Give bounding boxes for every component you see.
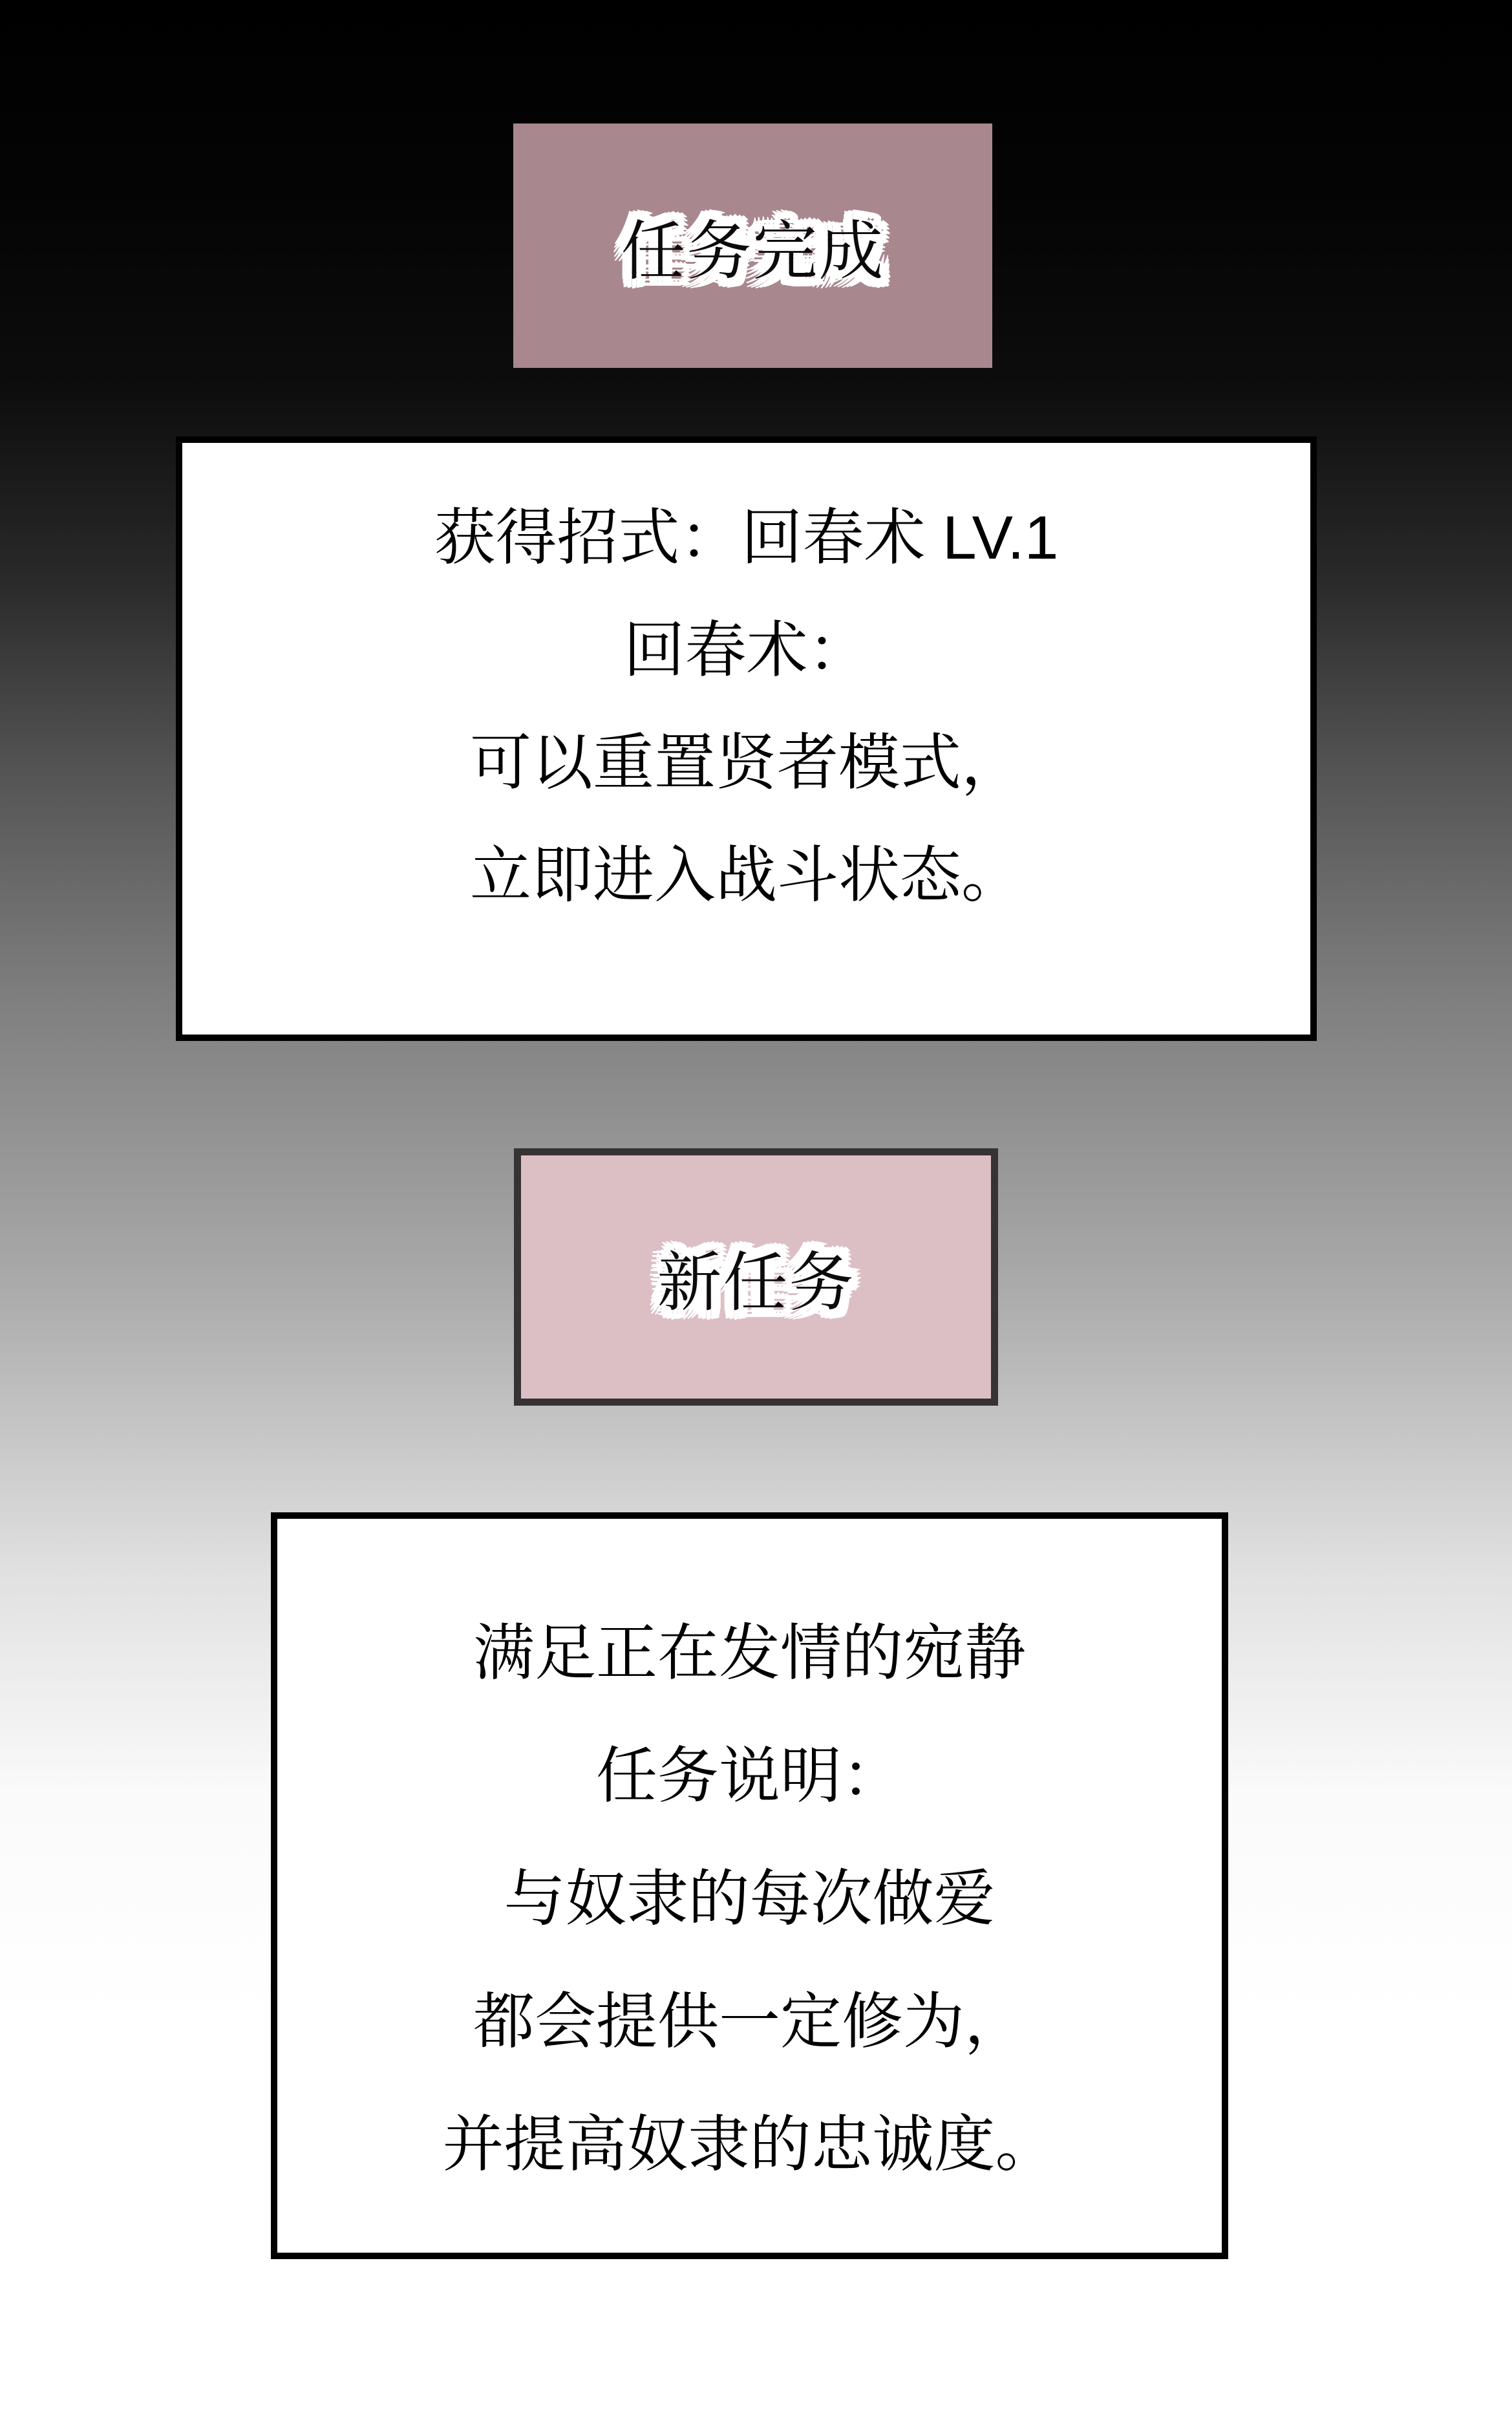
reward-line-effect-1: 可以重置贤者模式，	[469, 728, 1023, 797]
mission-complete-banner	[513, 123, 992, 368]
reward-panel	[176, 436, 1317, 1041]
mission-line-description-1: 与奴隶的每次做爱	[504, 1864, 996, 1933]
mission-line-objective: 满足正在发情的宛静	[473, 1618, 1026, 1688]
new-mission-label: 新任务	[657, 1247, 855, 1319]
mission-line-description-header: 任务说明：	[595, 1741, 903, 1810]
mission-panel	[271, 1512, 1228, 2259]
reward-line-effect-2: 立即进入战斗状态。	[469, 841, 1023, 910]
mission-line-description-3: 并提高奴隶的忠诚度。	[442, 2110, 1057, 2179]
mission-line-description-2: 都会提供一定修为，	[473, 1987, 1026, 2056]
reward-line-skill-gained: 获得招式：回春术 LV.1	[434, 503, 1059, 572]
reward-line-skill-name: 回春术：	[623, 616, 869, 685]
mission-complete-label: 任务完成	[621, 215, 885, 288]
new-mission-banner	[514, 1148, 998, 1406]
